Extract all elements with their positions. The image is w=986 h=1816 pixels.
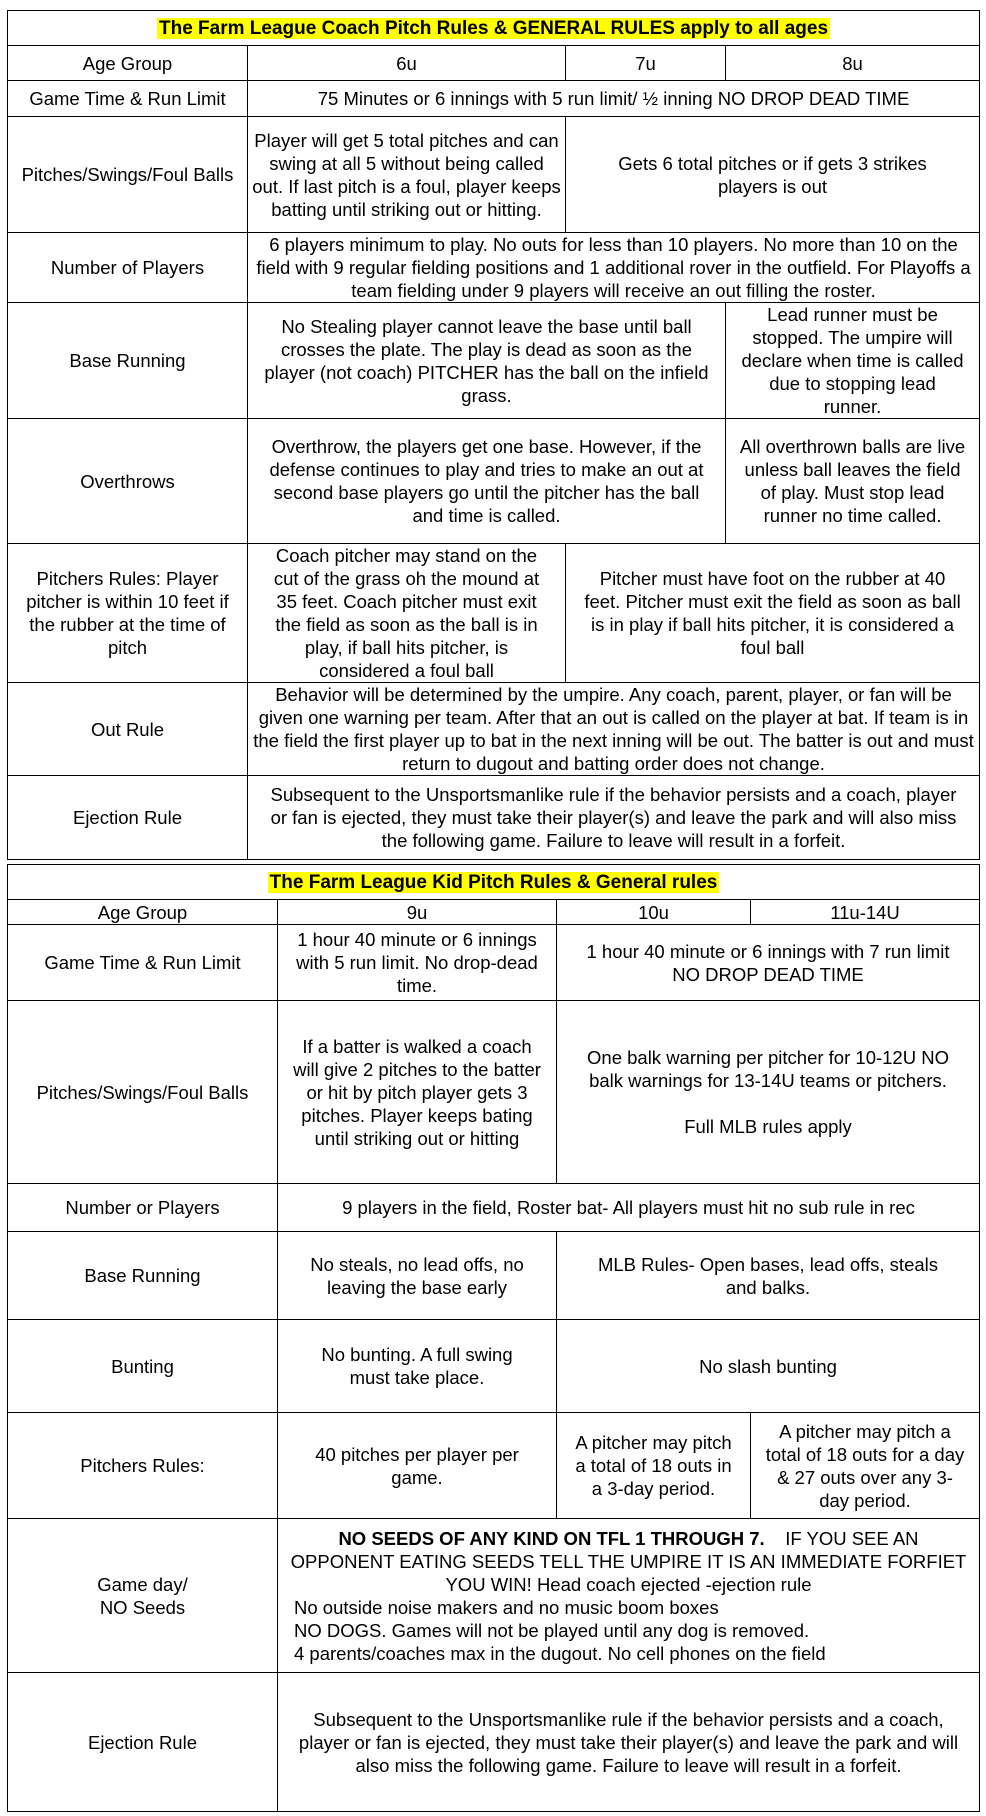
no-seeds-rest-text: IF YOU SEE AN OPPONENT EATING SEEDS TELL THE UMPIRE IT IS AN IMMEDIATE FORFIET YOU WIN! Head coach ejected -ejection rule [290, 1527, 967, 1595]
game-day-label-line1: Game day/ [97, 1573, 188, 1595]
players-label: Number of Players [8, 233, 248, 303]
kid-game-time-9u: 1 hour 40 minute or 6 innings with 5 run limit. No drop-dead time. [278, 925, 557, 1001]
pitchers-rules-label: Pitchers Rules: Player pitcher is within 10 feet if the rubber at the time of pitch [8, 544, 248, 683]
kid-ejection-rule-label: Ejection Rule [8, 1673, 278, 1812]
pitches-label: Pitches/Swings/Foul Balls [8, 117, 248, 233]
balk-warning-text: One balk warning per pitcher for 10-12U NO balk warnings for 13-14U teams or pitchers. [587, 1047, 949, 1091]
players-value: 6 players minimum to play. No outs for less than 10 players. No more than 10 on the field with 9 regular fielding positions and 1 additional rover in the outfield. For Playoffs a team fielding under 9 players will receive an out filling the roster. [248, 233, 980, 303]
full-mlb-rules-text: Full MLB rules apply [684, 1116, 852, 1137]
age-7u: 7u [566, 46, 726, 81]
out-rule-value: Behavior will be determined by the umpire. Any coach, parent, player, or fan will be given one warning per team. After that an out is called on the player at bat. If team is in the field the first player up to bat in the next inning will be out. The batter is out and must return to dugout and batting order does not change. [248, 683, 980, 776]
kid-pitchers-rules-label: Pitchers Rules: [8, 1413, 278, 1519]
base-running-8u: Lead runner must be stopped. The umpire will declare when time is called due to stopping lead runner. [726, 303, 980, 419]
ejection-rule-label: Ejection Rule [8, 776, 248, 860]
age-9u: 9u [278, 900, 557, 925]
age-11u-14u: 11u-14U [751, 900, 980, 925]
overthrows-label: Overthrows [8, 419, 248, 544]
age-8u: 8u [726, 46, 980, 81]
dugout-limit-text: 4 parents/coaches max in the dugout. No cell phones on the field [294, 1642, 826, 1664]
kid-players-label: Number or Players [8, 1184, 278, 1232]
kid-pitch-title-text: The Farm League Kid Pitch Rules & General rules [269, 872, 718, 893]
ejection-rule-value: Subsequent to the Unsportsmanlike rule if the behavior persists and a coach, player or fan is ejected, they must take their player(s) and leave the park and will also miss the following game. Failure to leave will result in a forfeit. [248, 776, 980, 860]
kid-pitchers-rules-10u: A pitcher may pitch a total of 18 outs in a 3-day period. [557, 1413, 751, 1519]
coach-pitch-rules-table [7, 10, 980, 860]
kid-pitches-9u: If a batter is walked a coach will give 2 pitches to the batter or hit by pitch player gets 3 pitches. Player keeps bating until striking out or hitting [278, 1001, 557, 1184]
bunting-10u-14u: No slash bunting [557, 1320, 980, 1413]
base-running-label: Base Running [8, 303, 248, 419]
kid-players-value: 9 players in the field, Roster bat- All players must hit no sub rule in rec [278, 1184, 980, 1232]
coach-pitch-title [8, 11, 980, 46]
age-10u: 10u [557, 900, 751, 925]
base-running-6u-7u: No Stealing player cannot leave the base until ball crosses the plate. The play is dead as soon as the player (not coach) PITCHER has the ball on the infield grass. [248, 303, 726, 419]
kid-base-running-9u: No steals, no lead offs, no leaving the base early [278, 1232, 557, 1320]
kid-pitchers-rules-9u: 40 pitches per player per game. [278, 1413, 557, 1519]
kid-ejection-rule-value: Subsequent to the Unsportsmanlike rule if the behavior persists and a coach, player or fan is ejected, they must take their player(s) and leave the park and will also miss the following game. Failure to leave will result in a forfeit. [278, 1673, 980, 1812]
kid-pitch-title [8, 865, 980, 900]
no-seeds-bold-text: NO SEEDS OF ANY KIND ON TFL 1 THROUGH 7. [338, 1527, 765, 1549]
age-group-label: Age Group [8, 46, 248, 81]
no-dogs-text: NO DOGS. Games will not be played until any dog is removed. [294, 1619, 810, 1641]
kid-age-group-label: Age Group [8, 900, 278, 925]
bunting-label: Bunting [8, 1320, 278, 1413]
game-day-value [278, 1519, 980, 1673]
out-rule-label: Out Rule [8, 683, 248, 776]
game-day-label-line2: NO Seeds [99, 1596, 186, 1618]
pitches-6u: Player will get 5 total pitches and can swing at all 5 without being called out. If last pitch is a foul, player keeps batting until striking out or hitting. [248, 117, 566, 233]
coach-pitch-title-text: The Farm League Coach Pitch Rules & GENERAL RULES apply to all ages [159, 18, 829, 39]
overthrows-8u: All overthrown balls are live unless ball leaves the field of play. Must stop lead runner no time called. [726, 419, 980, 544]
pitches-7u-8u: Gets 6 total pitches or if gets 3 strikes players is out [566, 117, 980, 233]
kid-base-running-10u-14u: MLB Rules- Open bases, lead offs, steals and balks. [557, 1232, 980, 1320]
kid-game-time-label: Game Time & Run Limit [8, 925, 278, 1001]
overthrows-6u-7u: Overthrow, the players get one base. However, if the defense continues to play and tries to make an out at second base players go until the pitcher has the ball and time is called. [248, 419, 726, 544]
kid-game-time-10u-14u: 1 hour 40 minute or 6 innings with 7 run limit NO DROP DEAD TIME [557, 925, 980, 1001]
game-day-label [8, 1519, 278, 1673]
age-6u: 6u [248, 46, 566, 81]
bunting-9u: No bunting. A full swing must take place. [278, 1320, 557, 1413]
no-noise-makers-text: No outside noise makers and no music boom boxes [294, 1596, 719, 1618]
game-time-value: 75 Minutes or 6 innings with 5 run limit/ ½ inning NO DROP DEAD TIME [248, 81, 980, 117]
kid-pitch-rules-table [7, 864, 980, 1812]
kid-pitches-10u-14u [557, 1001, 980, 1184]
kid-pitches-label: Pitches/Swings/Foul Balls [8, 1001, 278, 1184]
kid-pitchers-rules-11u-14u: A pitcher may pitch a total of 18 outs for a day & 27 outs over any 3-day period. [751, 1413, 980, 1519]
game-time-label: Game Time & Run Limit [8, 81, 248, 117]
pitchers-rules-6u: Coach pitcher may stand on the cut of the grass oh the mound at 35 feet. Coach pitcher must exit the field as soon as the ball is in play, if ball hits pitcher, is considered a foul ball [248, 544, 566, 683]
kid-base-running-label: Base Running [8, 1232, 278, 1320]
pitchers-rules-7u-8u: Pitcher must have foot on the rubber at 40 feet. Pitcher must exit the field as soon as ball is in play if ball hits pitcher, it is considered a foul ball [566, 544, 980, 683]
